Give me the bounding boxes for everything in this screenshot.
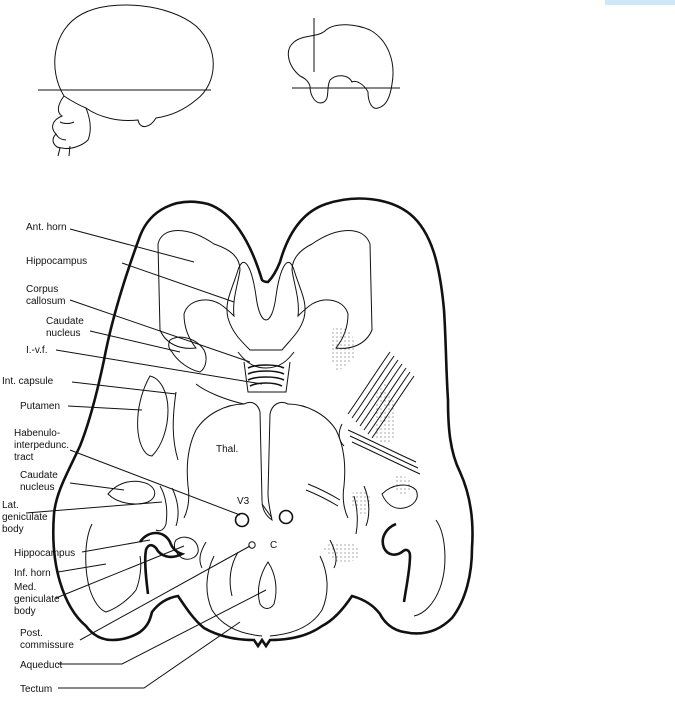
label-int-capsule: Int. capsule (2, 376, 54, 387)
label-thal: Thal. (216, 444, 239, 455)
left-putamen (138, 376, 168, 456)
label-habenulo-2: interpedunc. (14, 440, 70, 451)
aqueduct-outline (258, 562, 276, 609)
left-inferior-horn-outline (140, 533, 182, 594)
label-caudate-top-2: nucleus (46, 328, 81, 339)
left-thalamus-outline (184, 404, 244, 518)
left-caudate-head (169, 337, 206, 372)
label-ant-horn: Ant. horn (26, 222, 67, 233)
right-lat-geniculate-stipple (352, 490, 372, 516)
label-tectum: Tectum (20, 684, 53, 695)
right-inferior-horn-outline (383, 524, 410, 602)
label-lat-geniculate-3: body (2, 524, 24, 535)
label-med-geniculate-1: Med. (14, 582, 37, 593)
ivf-structure (244, 362, 290, 392)
label-corpus-callosum-1: Corpus (26, 284, 59, 295)
label-hippocampus-top: Hippocampus (26, 256, 88, 267)
label-med-geniculate-2: geniculate (14, 594, 60, 605)
label-corpus-callosum-2: callosum (26, 296, 66, 307)
label-post-commissure-2: commissure (20, 640, 74, 651)
outer-brain-outline (53, 199, 472, 646)
label-post-commissure-1: Post. (20, 628, 43, 639)
label-lat-geniculate-1: Lat. (2, 500, 19, 511)
label-inf-horn: Inf. horn (14, 568, 51, 579)
label-hippocampus-low: Hippocampus (14, 548, 76, 559)
right-med-geniculate-stipple (324, 542, 359, 563)
right-anterior-horn (292, 231, 372, 349)
left-caudate-tail (108, 481, 155, 504)
label-habenulo-3: tract (14, 452, 34, 463)
label-caudate-low-1: Caudate (20, 470, 58, 481)
right-habenular-circle (280, 511, 293, 524)
label-habenulo-1: Habenulo- (14, 428, 61, 439)
label-aqueduct: Aqueduct (20, 660, 63, 671)
label-c: C (270, 540, 278, 551)
right-caudate-stipple (330, 326, 356, 370)
lateral-brain-sketch (53, 5, 214, 156)
label-v3: V3 (237, 496, 250, 507)
right-thalamus-outline (288, 404, 348, 518)
posterior-commissure-circle (249, 542, 255, 548)
label-ivf: I.-v.f. (26, 345, 48, 356)
frontal-brain-sketch (288, 18, 393, 108)
label-putamen: Putamen (20, 401, 61, 412)
right-pulvinar-stipple (396, 476, 412, 494)
label-med-geniculate-3: body (14, 606, 36, 617)
left-habenular-circle (236, 514, 249, 527)
label-lat-geniculate-2: geniculate (2, 512, 48, 523)
label-caudate-low-2: nucleus (20, 482, 55, 493)
label-caudate-top-1: Caudate (46, 316, 84, 327)
third-ventricle (244, 402, 288, 520)
